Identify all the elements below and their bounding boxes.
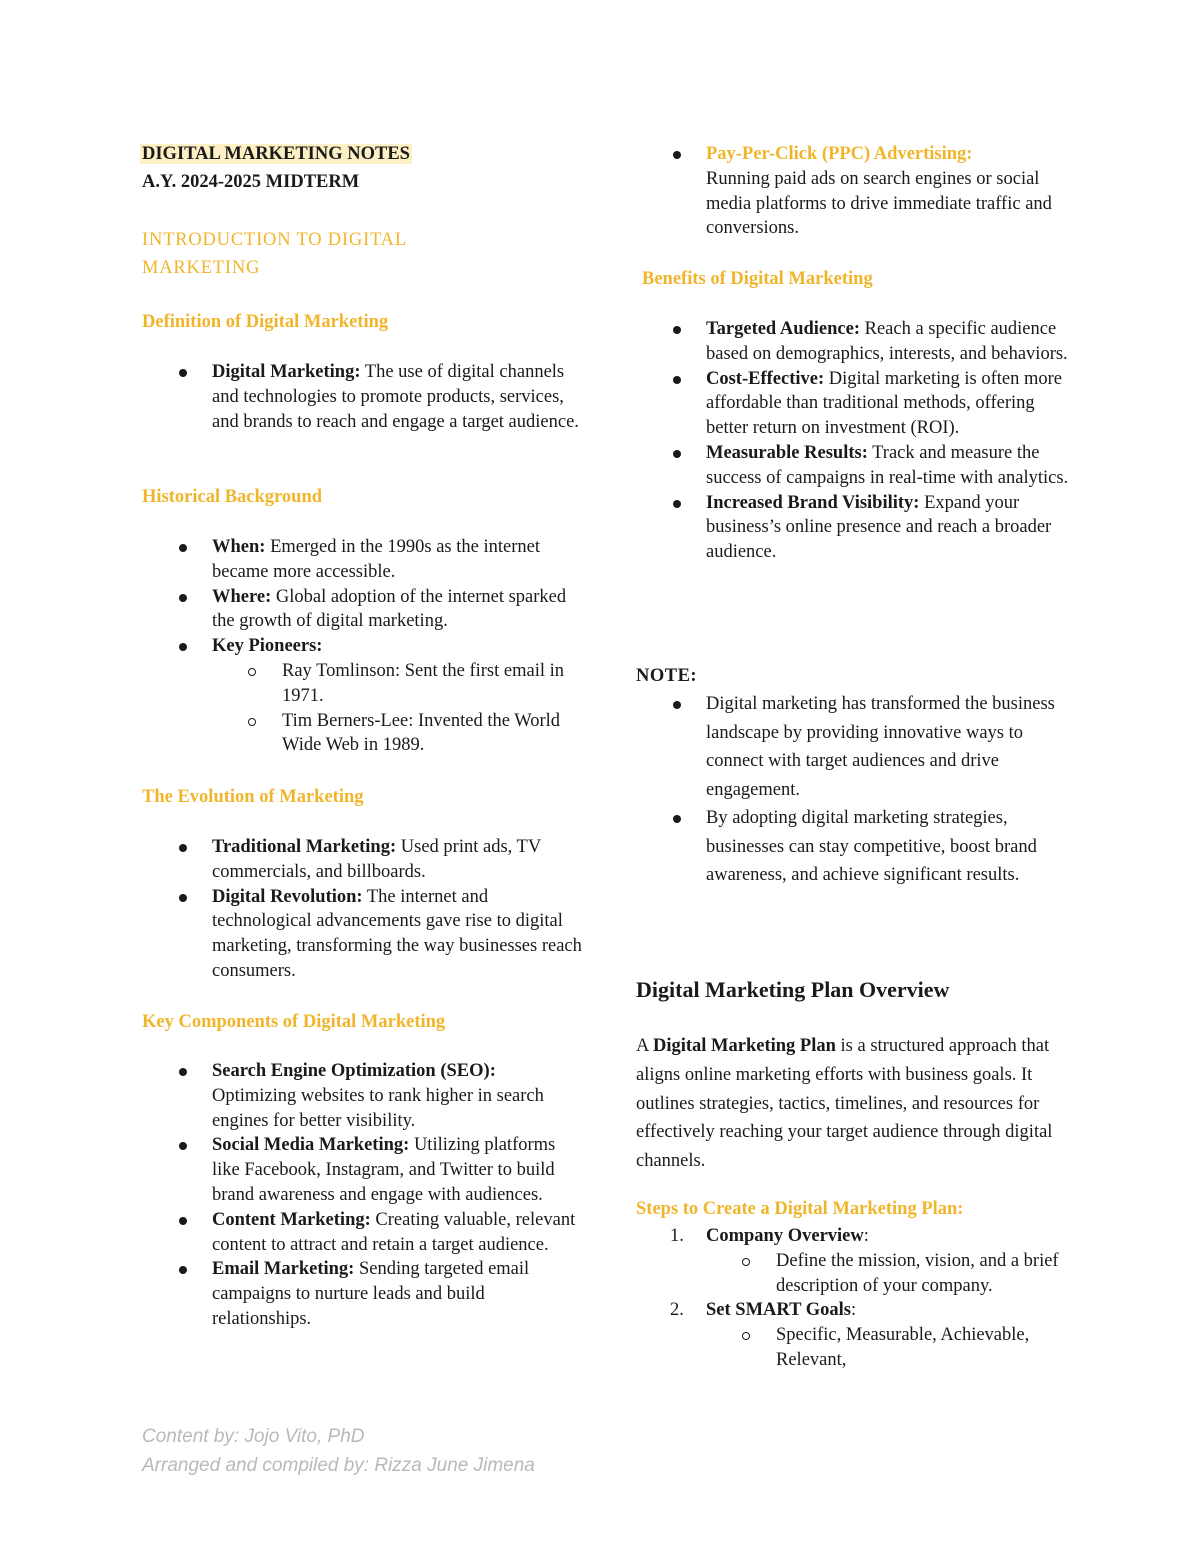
subheading-components: Key Components of Digital Marketing [142,1012,446,1032]
subheading-history: Historical Background [142,487,323,507]
hollow-bullet-icon [248,718,256,726]
benefits-list [636,317,1076,565]
list-item: Digital Revolution: The internet and technological advancements gave rise to digital marketing, transforming the way businesses reach consumers. [142,885,582,984]
bullet-icon [179,1217,187,1225]
subheading-benefits: Benefits of Digital Marketing [642,269,873,289]
sub-list-item: Define the mission, vision, and a brief description of your company. [636,1249,1076,1299]
bullet-icon [673,326,681,334]
evolution-list [142,835,582,984]
bullet-icon [179,369,187,377]
hollow-bullet-icon [742,1258,750,1266]
list-item: Search Engine Optimization (SEO): Optimizing websites to rank higher in search engines for better visibility. [142,1059,582,1133]
list-item: Where: Global adoption of the internet sparked the growth of digital marketing. [142,585,582,635]
bullet-icon [179,1068,187,1076]
note-label: NOTE: [636,666,698,686]
list-item: Content Marketing: Creating valuable, relevant content to attract and retain a target audience. [142,1208,582,1258]
document-title [142,142,582,167]
subheading-definition: Definition of Digital Marketing [142,312,389,332]
list-item: Pay-Per-Click (PPC) Advertising: Running paid ads on search engines or social media platforms to drive immediate traffic and conversions. [636,142,1076,241]
list-item: Email Marketing: Sending targeted email campaigns to nurture leads and build relationships. [142,1257,582,1331]
footer-arranged-by: Arranged and compiled by: Rizza June Jimena [142,1455,535,1476]
sub-list-item: Specific, Measurable, Achievable, Relevant, [636,1323,1076,1373]
section-heading-line: INTRODUCTION TO DIGITAL [142,230,407,250]
history-list [142,535,582,758]
list-item: Targeted Audience: Reach a specific audience based on demographics, interests, and behaviors. [636,317,1076,367]
hollow-bullet-icon [742,1332,750,1340]
subheading-evolution: The Evolution of Marketing [142,787,364,807]
sub-list-item: Ray Tomlinson: Sent the first email in 1971. [142,659,582,709]
sub-list-item: Tim Berners-Lee: Invented the World Wide Web in 1989. [142,709,582,759]
document-title-text: DIGITAL MARKETING NOTES [142,144,410,164]
bullet-icon [179,1142,187,1150]
section-heading-line: MARKETING [142,258,261,278]
note-list [636,690,1066,890]
list-item: Digital Marketing: The use of digital channels and technologies to promote products, services, and brands to reach and engage a target audience. [142,360,582,434]
ppc-list [636,142,1076,241]
list-item: Digital marketing has transformed the business landscape by providing innovative ways to connect with target audiences and drive engagement. [636,690,1066,804]
step-item: 2. Set SMART Goals: [670,1300,857,1321]
list-item: Cost-Effective: Digital marketing is often more affordable than traditional methods, offering better return on investment (ROI). [636,367,1076,441]
steps-list [636,1224,1076,1373]
document-subtitle: A.Y. 2024-2025 MIDTERM [142,172,360,192]
bullet-icon [179,844,187,852]
bullet-icon [673,376,681,384]
bullet-icon [673,450,681,458]
list-item: Traditional Marketing: Used print ads, TV commercials, and billboards. [142,835,582,885]
bullet-icon [673,500,681,508]
plan-intro-paragraph: A Digital Marketing Plan is a structured approach that aligns online marketing efforts with business goals. It outlines strategies, tactics, timelines, and resources for effectively reaching your target audience through digital channels. [636,1036,1053,1172]
section-heading-introduction [142,226,582,282]
plan-heading: Digital Marketing Plan Overview [636,977,950,1002]
bullet-icon [673,815,681,823]
list-item: Social Media Marketing: Utilizing platforms like Facebook, Instagram, and Twitter to build brand awareness and engage with audiences. [142,1133,582,1207]
definition-list [142,360,582,434]
list-item: When: Emerged in the 1990s as the internet became more accessible. [142,535,582,585]
list-item: By adopting digital marketing strategies, businesses can stay competitive, boost brand awareness, and achieve significant results. [636,804,1066,890]
bullet-icon [179,594,187,602]
bullet-icon [179,544,187,552]
footer-content-by: Content by: Jojo Vito, PhD [142,1426,365,1447]
bullet-icon [673,701,681,709]
bullet-icon [179,643,187,651]
step-item: 1. Company Overview: [670,1226,869,1246]
bullet-icon [179,1266,187,1274]
bullet-icon [179,894,187,902]
list-item: Increased Brand Visibility: Expand your business’s online presence and reach a broader audience. [636,491,1076,565]
components-list [142,1059,582,1332]
list-item: Key Pioneers: [142,634,582,659]
hollow-bullet-icon [248,668,256,676]
steps-heading: Steps to Create a Digital Marketing Plan: [636,1199,964,1219]
list-item: Measurable Results: Track and measure the success of campaigns in real-time with analytics. [636,441,1076,491]
bullet-icon [673,151,681,159]
